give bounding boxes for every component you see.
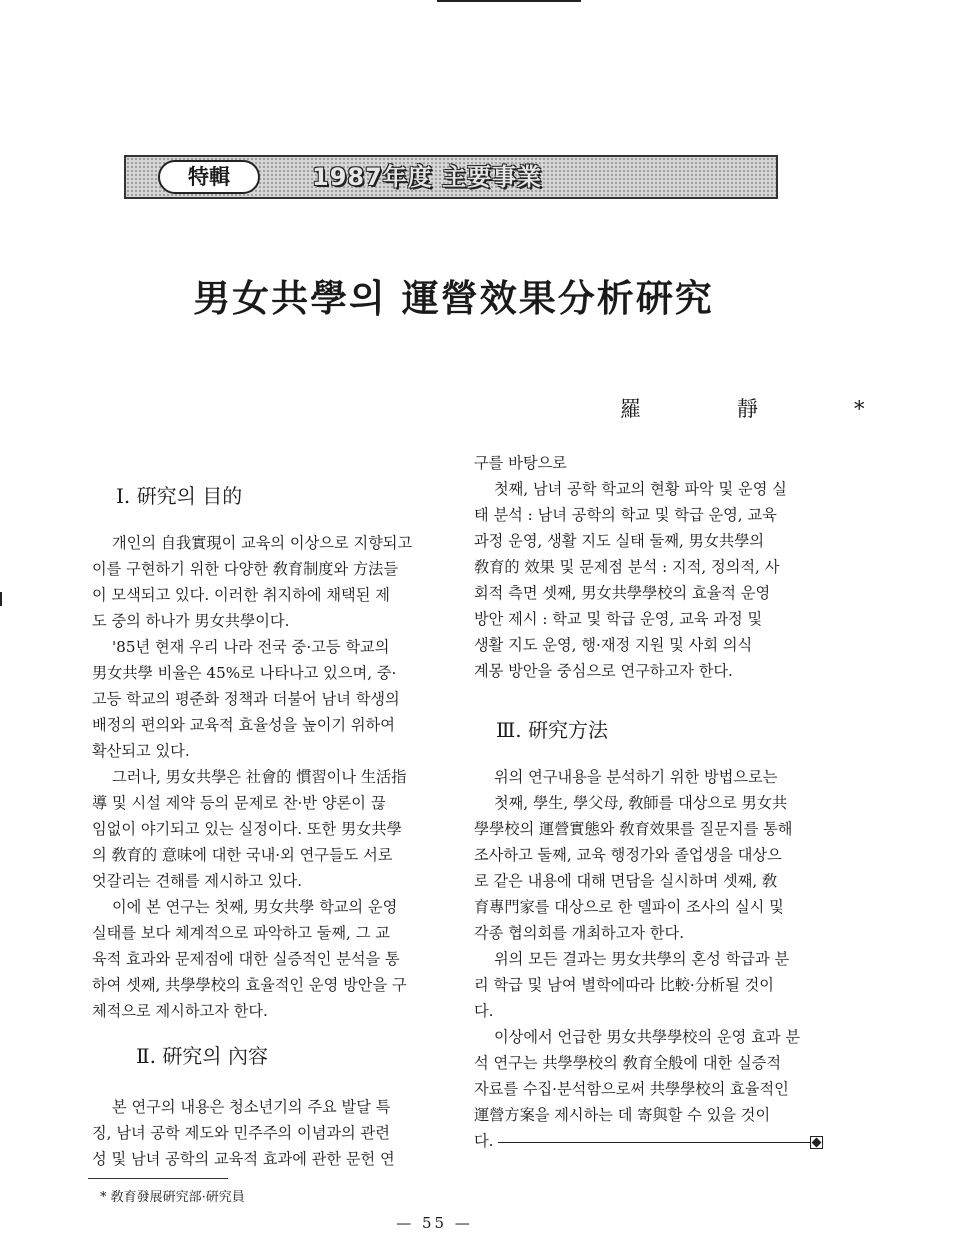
text-line: 생활 지도 운영, 행·재정 지원 및 사회 의식 [474,636,753,654]
text-line: 첫째, 남녀 공학 학교의 현황 파악 및 운영 실 [494,480,787,498]
final-line [474,1128,824,1154]
special-badge: 特輯 [158,160,260,194]
text-line: 男女共學 비율은 45%로 나타나고 있으며, 중· [92,664,397,682]
text-line: 이를 구현하기 위한 다양한 敎育制度와 方法들 [92,560,398,578]
section3-heading: Ⅲ. 硏究方法 [496,718,609,742]
text-line: 석 연구는 共學學校의 敎育全般에 대한 실증적 [474,1054,782,1072]
text-line: 임없이 야기되고 있는 실정이다. 또한 男女共學 [92,820,402,838]
text-line: 실태를 보다 체계적으로 파악하고 둘째, 그 교 [92,924,390,942]
section2-body-left [92,1094,438,1172]
text-line: 이에 본 연구는 첫째, 男女共學 학교의 운영 [112,898,398,916]
author: 羅靜* [620,397,961,421]
text-line: 자료를 수집·분석함으로써 共學學校의 효율적인 [474,1080,789,1098]
text-line: 성 및 남녀 공학의 교육적 효과에 관한 문헌 연 [92,1150,395,1168]
text-line: 과정 운영, 생활 지도 실태 둘째, 男女共學의 [474,532,765,550]
text-line: 그러나, 男女共學은 社會的 慣習이나 生活指 [112,768,407,786]
text-line: 조사하고 둘째, 교육 행정가와 졸업생을 대상으 [474,846,782,864]
text-line: '85년 현재 우리 나라 전국 중·고등 학교의 [112,638,390,656]
text-line: 이 모색되고 있다. 이러한 취지하에 채택된 제 [92,586,390,604]
text-line: 하여 셋째, 共學學校의 효율적인 운영 방안을 구 [92,976,407,994]
top-rule [437,0,581,2]
section1-heading: Ⅰ. 硏究의 目的 [116,484,243,508]
section2-heading: Ⅱ. 硏究의 內容 [136,1044,268,1068]
text-line: 育專門家를 대상으로 한 델파이 조사의 실시 및 [474,898,784,916]
text-line: 리 학급 및 남여 별학에따라 比較·分析될 것이 [474,976,774,994]
text-line: 다. [474,1132,494,1150]
article-title: 男女共學의 運營效果分析硏究 [193,276,714,320]
banner-title: 1987年度 主要事業 [312,163,543,191]
text-line: 위의 연구내용을 분석하기 위한 방법으로는 [494,768,778,786]
section2-body-right [474,450,824,684]
end-rule [498,1142,810,1143]
text-line: 개인의 自我實現이 교육의 이상으로 지향되고 [112,534,413,552]
footnote: * 敎育發展硏究部·硏究員 [100,1190,245,1205]
text-line: 회적 측면 셋째, 男女共學學校의 효율적 운영 [474,584,771,602]
text-line: 도 중의 하나가 男女共學이다. [92,612,290,630]
text-line: 확산되고 있다. [92,742,190,760]
text-line: 위의 모든 결과는 男女共學의 혼성 학급과 분 [494,950,790,968]
margin-mark [0,592,2,606]
text-line: 로 같은 내용에 대해 면담을 실시하며 셋째, 敎 [474,872,778,890]
text-line: 敎育的 效果 및 문제점 분석 : 지적, 정의적, 사 [474,558,780,576]
text-line: 첫째, 學生, 學父母, 敎師를 대상으로 男女共 [494,794,788,812]
text-line: 징, 남녀 공학 제도와 민주주의 이념과의 관련 [92,1124,390,1142]
text-line: 고등 학교의 평준화 정책과 더불어 남녀 학생의 [92,690,400,708]
text-line: 배정의 편의와 교육적 효율성을 높이기 위하여 [92,716,395,734]
text-line: 방안 제시 : 학교 및 학급 운영, 교육 과정 및 [474,610,763,628]
section3-body [474,764,824,1154]
text-line: 이상에서 언급한 男女共學學校의 운영 효과 분 [494,1028,800,1046]
section1-body [92,530,438,1024]
text-line: 엇갈리는 견해를 제시하고 있다. [92,872,303,890]
text-line: 본 연구의 내용은 청소년기의 주요 발달 특 [112,1098,391,1116]
end-diamond-icon [810,1136,823,1149]
text-line: 의 敎育的 意味에 대한 국내·외 연구들도 서로 [92,846,393,864]
text-line: 계몽 방안을 중심으로 연구하고자 한다. [474,662,733,680]
special-feature-banner [124,155,778,199]
text-line: 각종 협의회를 개최하고자 한다. [474,924,685,942]
footnote-rule [88,1178,228,1179]
text-line: 육적 효과와 문제점에 대한 실증적인 분석을 통 [92,950,400,968]
page-number: — 55 — [396,1214,473,1232]
text-line: 태 분석 : 남녀 공학의 학교 및 학급 운영, 교육 [474,506,777,524]
text-line: 다. [474,1002,494,1020]
text-line: 체적으로 제시하고자 한다. [92,1002,268,1020]
text-line: 學學校의 運營實態와 敎育效果를 질문지를 통해 [474,820,793,838]
text-line: 導 및 시설 제약 등의 문제로 찬·반 양론이 끊 [92,794,386,812]
text-line: 구를 바탕으로 [474,454,567,472]
text-line: 運營方案을 제시하는 데 寄與할 수 있을 것이 [474,1106,771,1124]
